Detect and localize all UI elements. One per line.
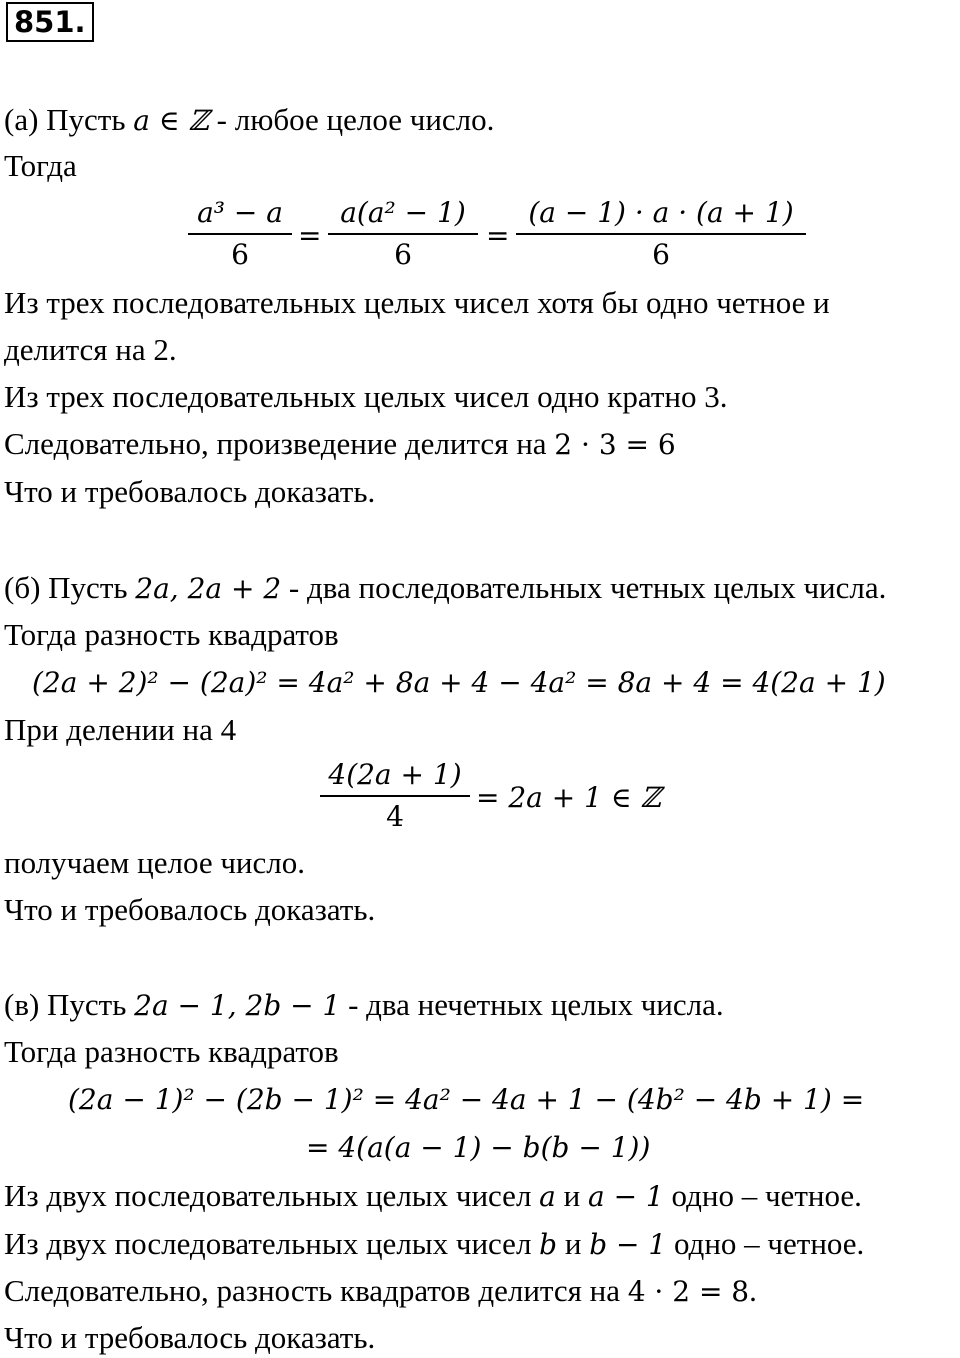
fraction-bar (188, 233, 292, 235)
part-b-intro-math: 2a, 2a + 2 (135, 572, 282, 605)
fraction-numerator: 4(2a + 1) (328, 758, 462, 791)
part-c-diff: Тогда разность квадратов (4, 1034, 339, 1069)
equals-sign: = (298, 219, 322, 252)
fraction-denominator: 6 (394, 238, 412, 271)
equals-sign: = (486, 219, 510, 252)
part-a-then: Тогда (4, 148, 77, 183)
fraction-denominator: 4 (386, 800, 404, 833)
part-c-qed: Что и требовалось доказать. (4, 1320, 376, 1355)
part-c-text-2-prefix: Из двух последовательных целых чисел (4, 1226, 540, 1261)
part-a-text-1b: делится на 2. (4, 332, 177, 367)
fraction-numerator: a(a² − 1) (340, 196, 466, 229)
part-c-text-2-suffix: одно – четное. (666, 1226, 865, 1261)
part-c-text-1 (4, 1176, 862, 1217)
part-a-text-3-prefix: Следовательно, произведение делится на (4, 426, 555, 461)
fraction-bar (320, 795, 470, 797)
part-c-text-3-prefix: Следовательно, разность квадратов делится на (4, 1273, 628, 1308)
part-c-equation-2: = 4(a(a − 1) − b(b − 1)) (306, 1131, 651, 1164)
part-a-fraction-3 (516, 195, 806, 273)
fraction-denominator: 6 (652, 238, 670, 271)
part-c-text-3-suffix: . (749, 1273, 757, 1308)
part-b-equation: (2a + 2)² − (2a)² = 4a² + 8a + 4 − 4a² = 8a + 4 = 4(2a + 1) (32, 666, 886, 699)
part-a-fraction-1 (188, 195, 292, 273)
problem-number: 851. (6, 2, 94, 42)
part-c-intro (4, 985, 724, 1026)
part-a-intro-prefix: (a) Пусть (4, 102, 134, 137)
part-b-intro-prefix: (б) Пусть (4, 570, 136, 605)
part-c-text-2-math-1: b (539, 1228, 558, 1261)
part-c-intro-prefix: (в) Пусть (4, 987, 135, 1022)
part-b-result: получаем целое число. (4, 845, 305, 880)
part-a-text-1a: Из трех последовательных целых чисел хотя бы одно четное и (4, 285, 830, 320)
part-c-text-1-prefix: Из двух последовательных целых чисел (4, 1178, 540, 1213)
part-c-text-3-math: 4 · 2 = 8 (627, 1275, 750, 1308)
fraction-bar (516, 233, 806, 235)
fraction-bar (328, 233, 478, 235)
part-b-fraction (320, 757, 470, 835)
part-c-text-1-mid: и (555, 1178, 588, 1213)
part-c-text-2 (4, 1224, 864, 1265)
part-a-intro-suffix: - любое целое число. (208, 102, 495, 137)
part-a-text-3 (4, 424, 676, 465)
part-c-text-1-math-1: a (539, 1180, 556, 1213)
part-a-intro (4, 100, 494, 141)
part-b-intro-suffix: - два последовательных четных целых числа. (281, 570, 887, 605)
part-c-text-1-math-2: a − 1 (587, 1180, 664, 1213)
part-b-fraction-rhs: = 2a + 1 ∈ ℤ (476, 781, 661, 814)
fraction-numerator: a³ − a (197, 196, 283, 229)
part-c-equation-1: (2a − 1)² − (2b − 1)² = 4a² − 4a + 1 − (4b² − 4b + 1) = (68, 1083, 865, 1116)
part-b-division: При делении на 4 (4, 712, 237, 747)
part-a-text-2: Из трех последовательных целых чисел одно кратно 3. (4, 379, 728, 414)
part-c-intro-suffix: - два нечетных целых числа. (340, 987, 724, 1022)
part-b-intro (4, 568, 886, 609)
part-a-fraction-2 (328, 195, 478, 273)
part-c-intro-math: 2a − 1, 2b − 1 (134, 989, 341, 1022)
part-b-diff: Тогда разность квадратов (4, 617, 339, 652)
part-c-text-2-mid: и (557, 1226, 590, 1261)
part-a-intro-math: a ∈ ℤ (133, 104, 209, 137)
fraction-denominator: 6 (231, 238, 249, 271)
part-a-qed: Что и требовалось доказать. (4, 474, 376, 509)
part-c-text-1-suffix: одно – четное. (663, 1178, 862, 1213)
fraction-numerator: (a − 1) · a · (a + 1) (528, 196, 794, 229)
part-b-qed: Что и требовалось доказать. (4, 892, 376, 927)
part-c-text-3 (4, 1271, 757, 1312)
part-a-text-3-math: 2 · 3 = 6 (554, 428, 676, 461)
part-c-text-2-math-2: b − 1 (589, 1228, 667, 1261)
